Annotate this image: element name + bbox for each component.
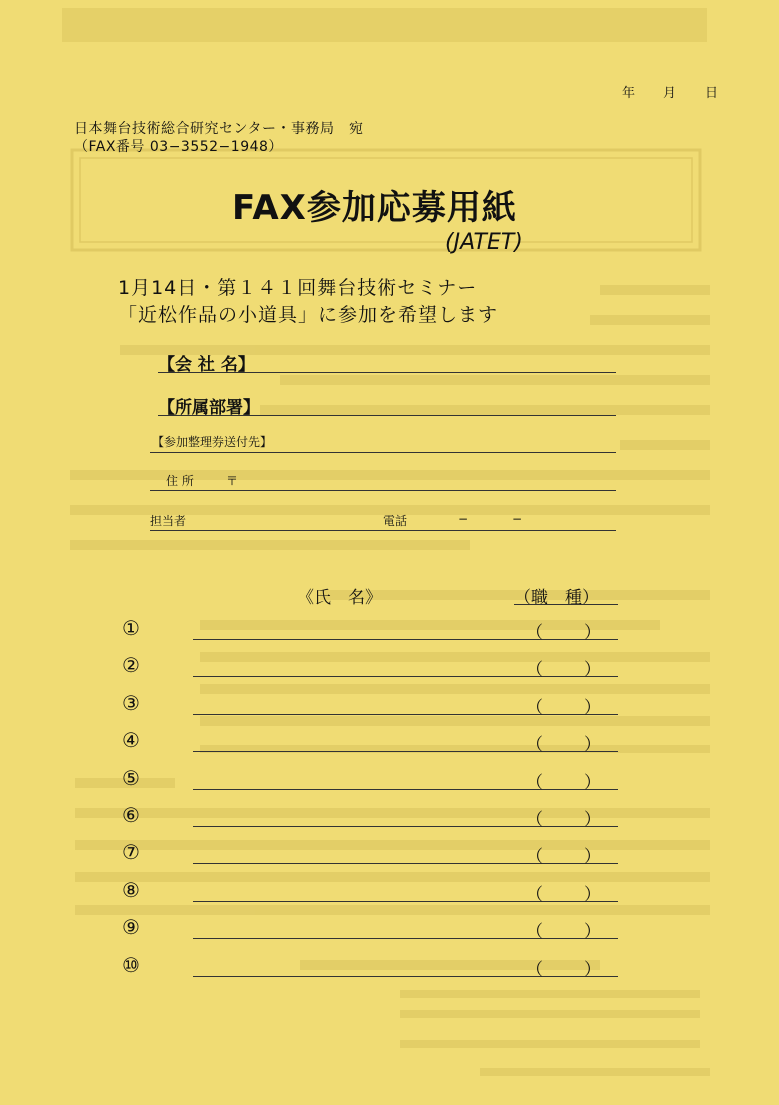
participant-number-3: ③ — [122, 691, 140, 715]
participant-name-field-1[interactable] — [193, 639, 618, 640]
role-paren-open: （ — [526, 960, 543, 980]
role-column-header: （職 種） — [514, 588, 599, 608]
fax-number-line: （FAX番号 03−3552−1948） — [74, 139, 283, 155]
participant-number-9: ⑨ — [122, 915, 140, 939]
postal-mark: 〒 — [226, 474, 239, 488]
role-header-underline — [514, 604, 618, 605]
role-paren-open: （ — [526, 885, 543, 905]
participant-name-field-9[interactable] — [193, 938, 618, 939]
phone-label: 電話 — [383, 514, 408, 528]
role-paren-close: ） — [584, 847, 601, 867]
role-paren-open: （ — [526, 660, 543, 680]
address-field[interactable] — [150, 490, 616, 491]
company-label: 【会 社 名】 — [158, 355, 255, 375]
role-paren-open: （ — [526, 773, 543, 793]
role-paren-close: ） — [584, 623, 601, 643]
seminar-line-2: 「近松作品の小道具」に参加を希望します — [118, 304, 499, 326]
address-label: 住 所 — [166, 474, 194, 488]
role-paren-close: ） — [584, 698, 601, 718]
phone-dash-2: − — [512, 512, 523, 526]
ticket-destination-label: 【参加整理券送付先】 — [152, 435, 273, 449]
role-paren-open: （ — [526, 623, 543, 643]
person-phone-field[interactable] — [150, 530, 616, 531]
role-paren-close: ） — [584, 735, 601, 755]
participant-number-1: ① — [122, 616, 140, 640]
participant-number-2: ② — [122, 653, 140, 677]
role-paren-close: ） — [584, 810, 601, 830]
role-paren-close: ） — [584, 922, 601, 942]
name-column-header: 《氏 名》 — [297, 588, 382, 608]
date-month-label: 月 — [663, 86, 677, 101]
department-field[interactable] — [158, 415, 616, 416]
ticket-destination-divider — [150, 452, 616, 453]
participant-name-field-6[interactable] — [193, 826, 618, 827]
participant-name-field-10[interactable] — [193, 976, 618, 977]
company-field[interactable] — [158, 372, 616, 373]
participant-name-field-3[interactable] — [193, 714, 618, 715]
participant-number-7: ⑦ — [122, 840, 140, 864]
role-paren-close: ） — [584, 660, 601, 680]
participant-number-5: ⑤ — [122, 766, 140, 790]
seminar-line-1: 1月14日・第１４１回舞台技術セミナー — [118, 277, 478, 299]
form-title: FAX参加応募用紙 — [232, 188, 517, 228]
role-paren-open: （ — [526, 735, 543, 755]
department-label: 【所属部署】 — [158, 398, 260, 418]
phone-dash-1: − — [458, 512, 469, 526]
date-day-label: 日 — [705, 86, 719, 101]
role-paren-open: （ — [526, 698, 543, 718]
role-paren-open: （ — [526, 847, 543, 867]
role-paren-close: ） — [584, 960, 601, 980]
date-year-label: 年 — [622, 86, 636, 101]
participant-name-field-5[interactable] — [193, 789, 618, 790]
role-paren-open: （ — [526, 810, 543, 830]
person-in-charge-label: 担当者 — [150, 514, 187, 528]
participant-name-field-8[interactable] — [193, 901, 618, 902]
participant-name-field-7[interactable] — [193, 863, 618, 864]
participant-name-field-2[interactable] — [193, 676, 618, 677]
participant-number-6: ⑥ — [122, 803, 140, 827]
participant-number-4: ④ — [122, 728, 140, 752]
participant-number-10: ⑩ — [122, 953, 140, 977]
role-paren-close: ） — [584, 773, 601, 793]
role-paren-close: ） — [584, 885, 601, 905]
participant-name-field-4[interactable] — [193, 751, 618, 752]
form-subtitle: (JATET) — [445, 230, 523, 255]
role-paren-open: （ — [526, 922, 543, 942]
recipient-line: 日本舞台技術総合研究センター・事務局 宛 — [74, 121, 364, 137]
participant-number-8: ⑧ — [122, 878, 140, 902]
